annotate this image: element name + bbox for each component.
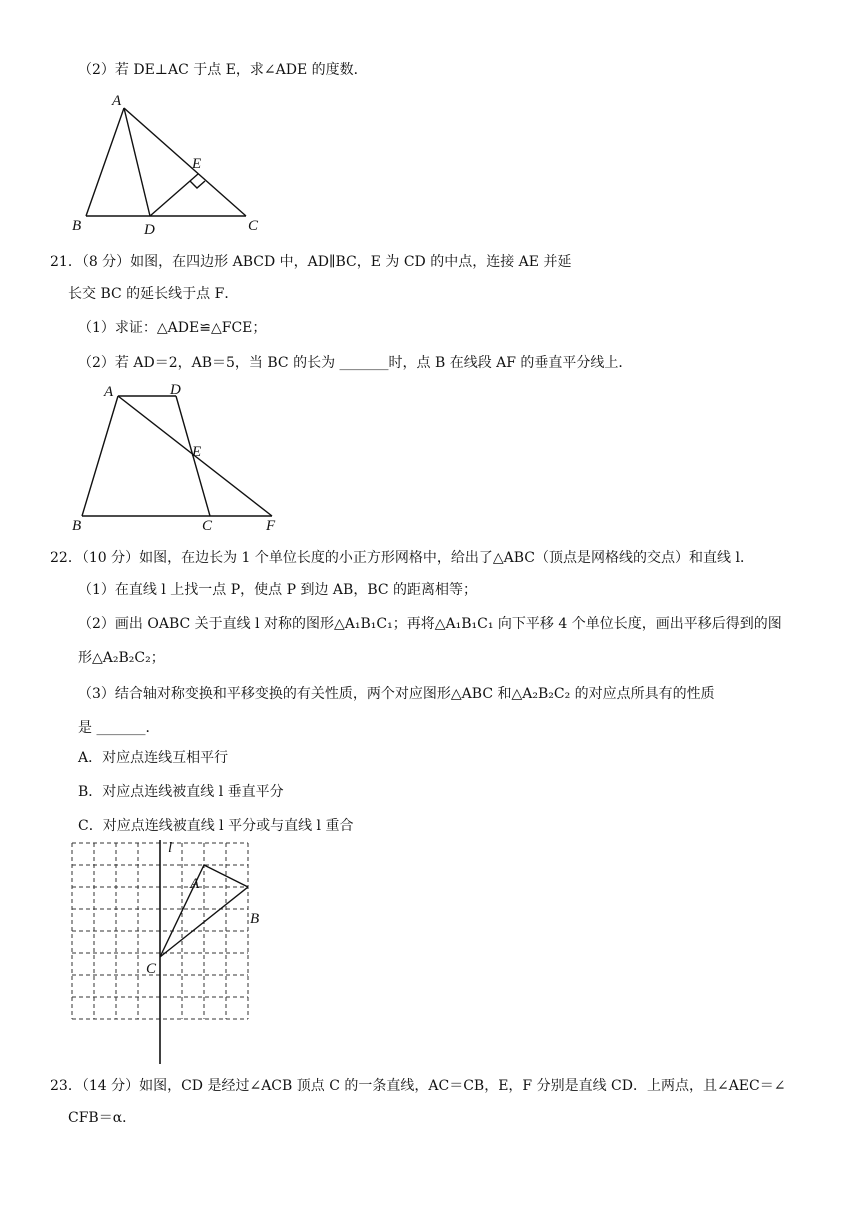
q21-label-b: B bbox=[72, 518, 82, 534]
q21-label-e: E bbox=[192, 444, 202, 460]
q20-label-d: D bbox=[144, 222, 155, 238]
q20-part2-text: （2）若 DE⊥AC 于点 E，求∠ADE 的度数． bbox=[78, 62, 368, 78]
q22-option-b: B．对应点连线被直线 l 垂直平分 bbox=[78, 784, 284, 800]
q22-part2-line1: （2）画出 OABC 关于直线 l 对称的图形△A₁B₁C₁；再将△A₁B₁C₁ 向下平移 4 个单位长度，画出平移后得到的图 bbox=[78, 616, 782, 632]
q20-figure bbox=[60, 88, 280, 238]
q22-part3-line2: 是 _______． bbox=[78, 720, 160, 736]
q21-part1: （1）求证：△ADE≌△FCE； bbox=[78, 320, 267, 336]
q21-label-f: F bbox=[266, 518, 276, 534]
q20-label-b: B bbox=[72, 218, 82, 234]
q22-part2-line2: 形△A₂B₂C₂； bbox=[78, 650, 165, 666]
q23-line1: 23．（14 分）如图，CD 是经过∠ACB 顶点 C 的一条直线，AC＝CB，E，F 分别是直线 CD．上两点，且∠AEC＝∠ bbox=[50, 1078, 786, 1094]
q22-grid-figure bbox=[60, 838, 280, 1068]
q21-label-c: C bbox=[202, 518, 213, 534]
q22-option-c: C．对应点连线被直线 l 平分或与直线 l 重合 bbox=[78, 818, 354, 834]
q22-part1: （1）在直线 l 上找一点 P，使点 P 到边 AB，BC 的距离相等； bbox=[78, 582, 478, 598]
q21-label-d: D bbox=[170, 382, 181, 398]
q22-label-b: B bbox=[250, 911, 260, 927]
q21-part2: （2）若 AD＝2，AB＝5，当 BC 的长为 _______时，点 B 在线段 AF 的垂直平分线上． bbox=[78, 355, 633, 371]
q22-label-c: C bbox=[146, 961, 157, 977]
q22-part3-line1: （3）结合轴对称变换和平移变换的有关性质，两个对应图形△ABC 和△A₂B₂C₂ 的对应点所具有的性质 bbox=[78, 686, 715, 702]
q21-label-a: A bbox=[104, 384, 114, 400]
q22-option-a: A．对应点连线互相平行 bbox=[78, 750, 229, 766]
q22-line-label-l: l bbox=[168, 840, 173, 856]
q23-line2: CFB＝α． bbox=[68, 1110, 137, 1126]
q21-figure bbox=[60, 378, 300, 538]
q21-stem-line2: 长交 BC 的延长线于点 F． bbox=[68, 286, 239, 302]
q21-stem-line1: 21．（8 分）如图，在四边形 ABCD 中，AD∥BC，E 为 CD 的中点，连接 AE 并延 bbox=[50, 254, 572, 270]
q20-label-e: E bbox=[192, 156, 202, 172]
q20-label-a: A bbox=[112, 93, 122, 109]
q22-stem: 22．（10 分）如图，在边长为 1 个单位长度的小正方形网格中，给出了△ABC（顶点是网格线的交点）和直线 l． bbox=[50, 550, 754, 566]
q22-label-a: A bbox=[190, 876, 200, 892]
q20-label-c: C bbox=[248, 218, 259, 234]
